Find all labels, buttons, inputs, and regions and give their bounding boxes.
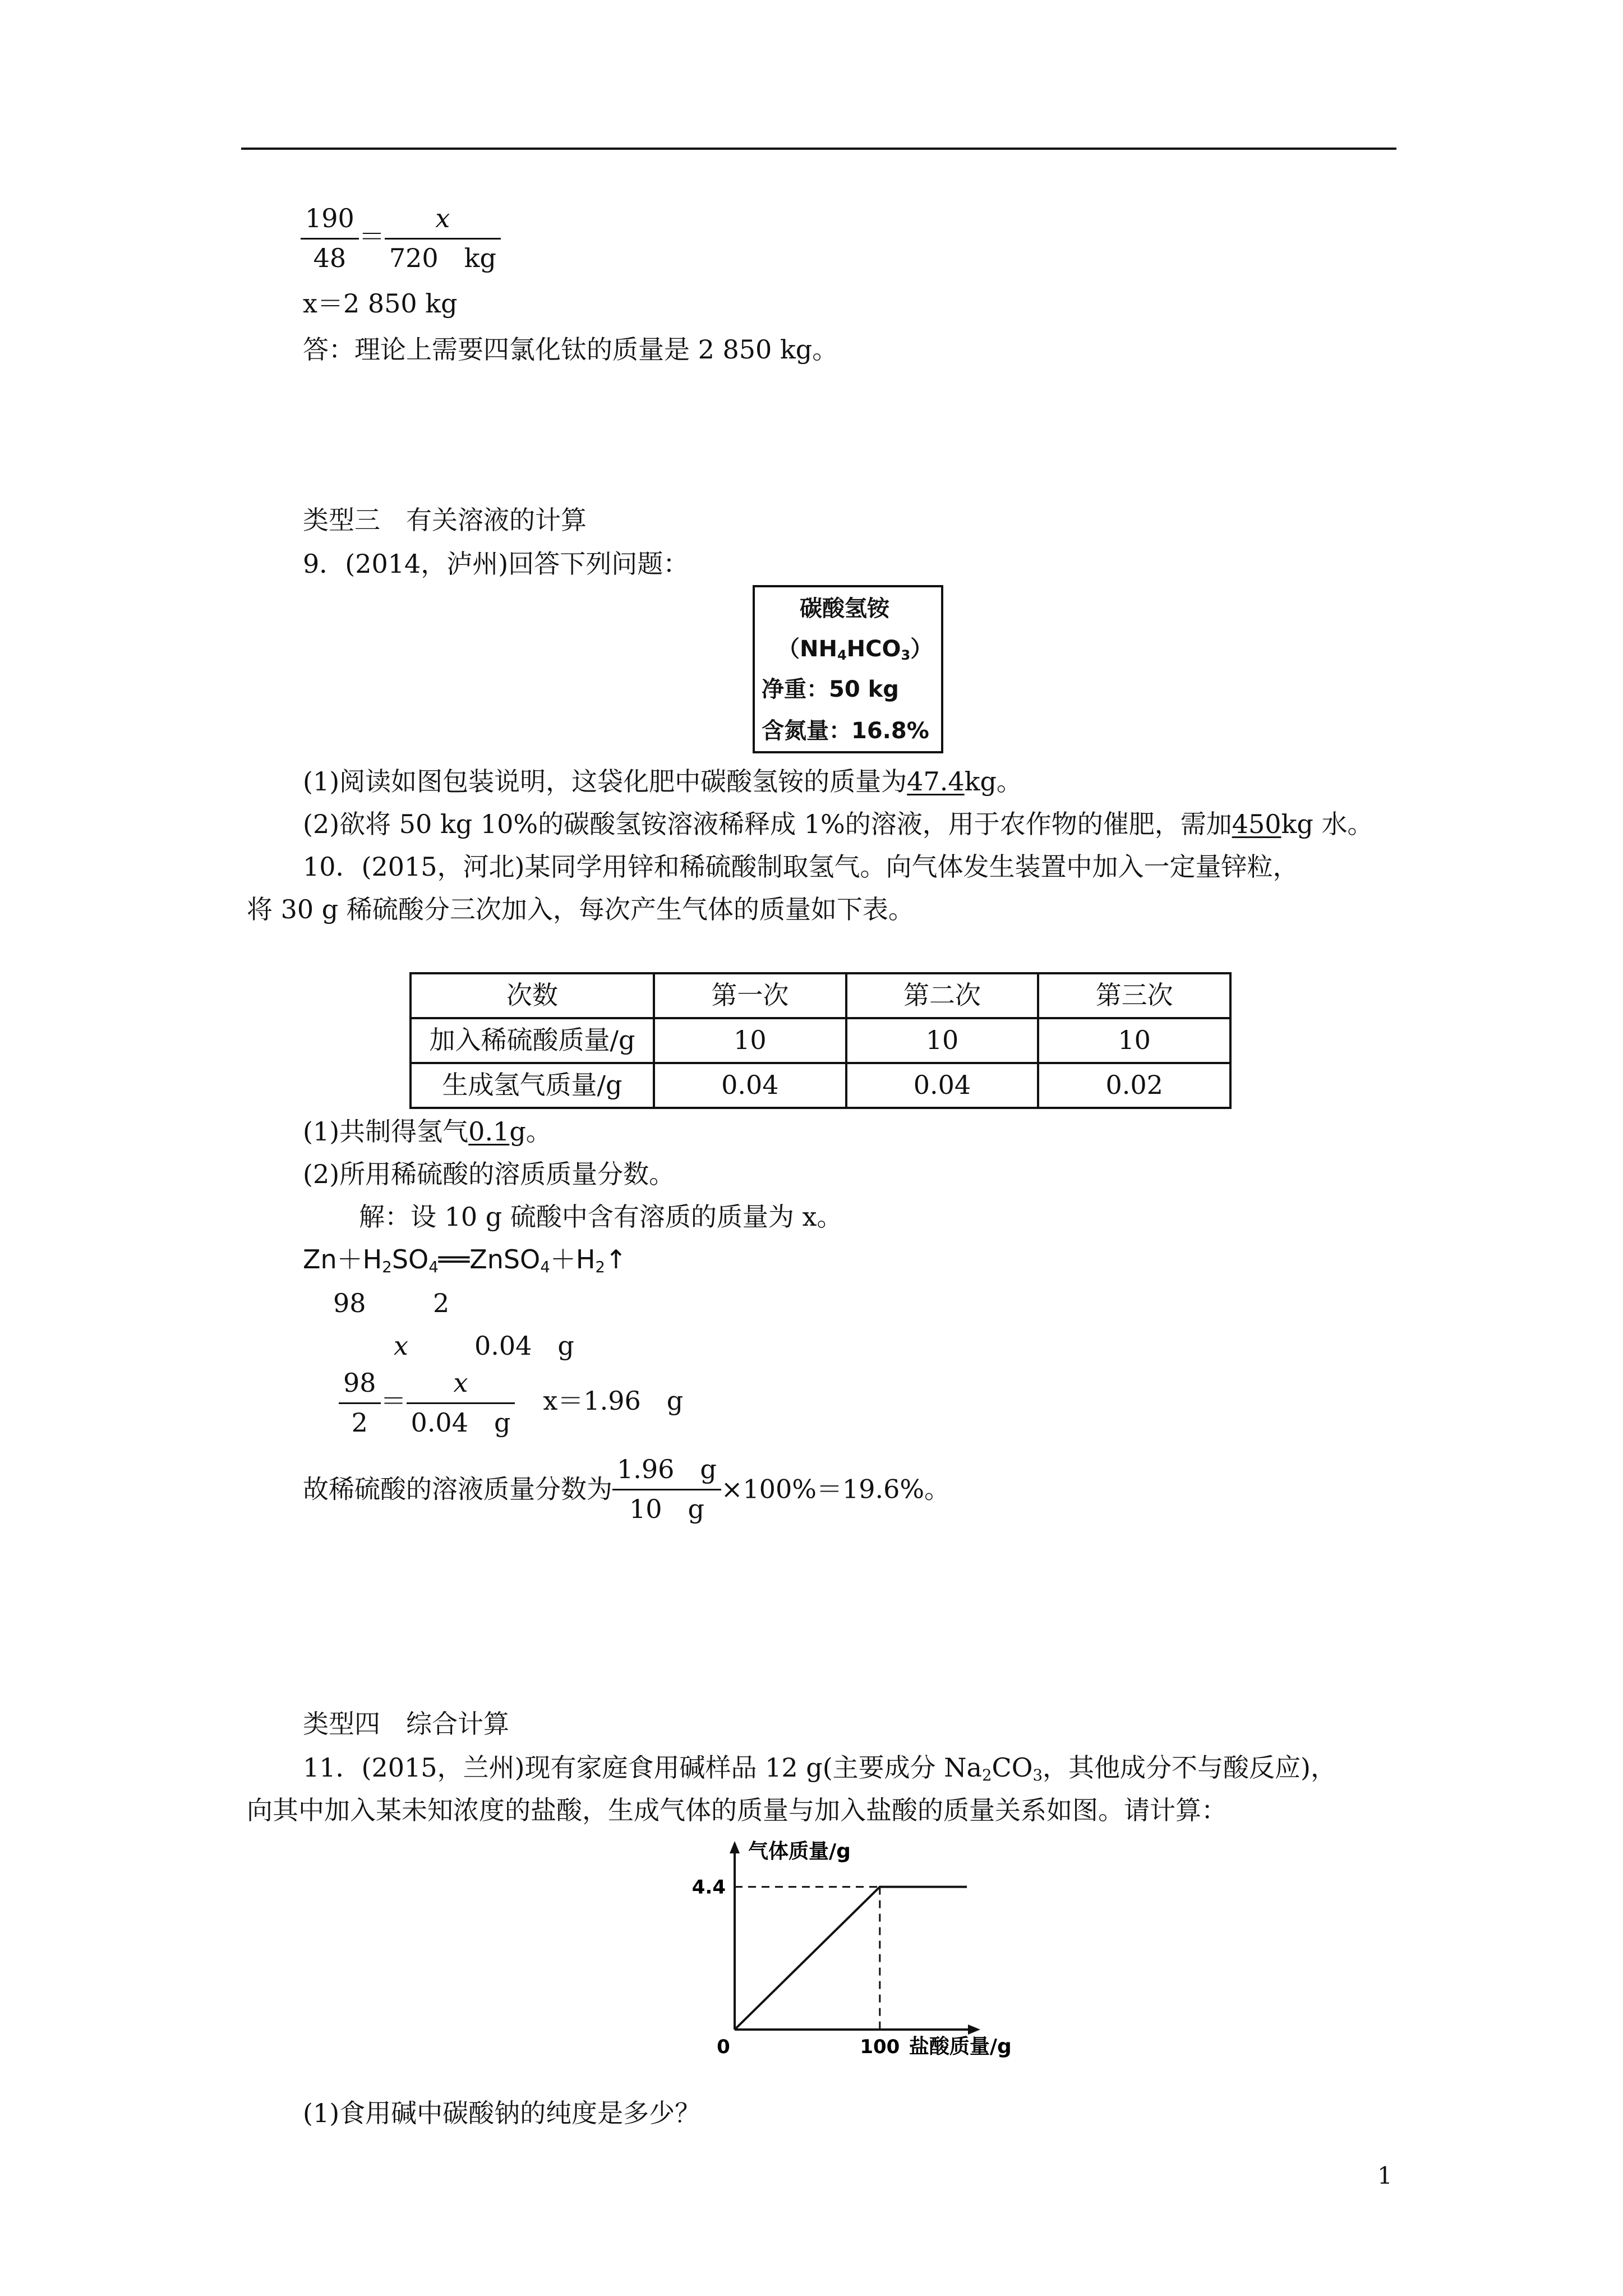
x-result: x＝2 850 kg <box>303 288 458 319</box>
hydrogen-data-table <box>409 972 1232 1109</box>
answer-text: 答：理论上需要四氯化钛的质量是 2 850 kg。 <box>303 334 838 365</box>
label-nitrogen: 含氮量：16.8% <box>762 718 929 744</box>
label-title: 碳酸氢铵 <box>800 596 889 622</box>
table-cell: 10 <box>846 1018 1039 1063</box>
question-11-line1: 11．(2015，兰州)现有家庭食用碱样品 12 g(主要成分 $Na_2CO_3$，其他成分不与酸反应)， <box>303 1752 1336 1784</box>
fraction-190-48: $\frac{190}{48}$ <box>301 202 359 275</box>
y-tick-label: 4.4 <box>691 1876 726 1899</box>
question-11-1: (1)食用碱中碳酸钠的纯度是多少？ <box>303 2098 701 2128</box>
section-heading-type4: 类型四 综合计算 <box>303 1709 509 1739</box>
answer-blank: 450 <box>1232 809 1281 839</box>
fraction-x-004: $\frac{x}{0.04 g}$ <box>407 1366 515 1440</box>
table-cell: 生成氢气质量/g <box>411 1063 654 1108</box>
gas-mass-series-line <box>735 1887 967 2030</box>
fraction-x-720: $\frac{x}{720 kg}$ <box>385 202 501 275</box>
table-cell: 加入稀硫酸质量/g <box>411 1018 654 1063</box>
table-header-cell: 第二次 <box>846 973 1039 1018</box>
chart-axes <box>730 1841 980 2035</box>
question-9-2: (2)欲将 50 kg 10%的碳酸氢铵溶液稀释成 1%的溶液，用于农作物的催肥，需加450kg 水。 <box>303 809 1373 839</box>
question-10-line1: 10．(2015，河北)某同学用锌和稀硫酸制取氢气。向气体发生装置中加入一定量锌粒， <box>303 852 1299 882</box>
table-row <box>411 1018 1230 1063</box>
answer-blank: 47.4 <box>907 766 965 797</box>
equals-sign: ＝ <box>358 221 385 252</box>
table-header-row <box>411 973 1230 1018</box>
ratio-98: 98 <box>333 1288 366 1318</box>
question-9-1: (1)阅读如图包装说明，这袋化肥中碳酸氢铵的质量为47.4kg。 <box>303 766 1022 797</box>
answer-blank: 0.1 <box>468 1116 510 1147</box>
y-axis-arrow <box>730 1841 740 1853</box>
fraction-line <box>301 202 501 275</box>
page-number: 1 <box>1377 2162 1393 2189</box>
origin-label: 0 <box>717 2036 730 2058</box>
fraction-98-2: $\frac{98}{2}$ <box>339 1366 381 1440</box>
solution-intro: 解：设 10 g 硫酸中含有溶质的质量为 x。 <box>359 1202 843 1232</box>
header-rule <box>241 148 1396 150</box>
fraction-line-2 <box>339 1366 683 1440</box>
table-cell: 0.04 <box>654 1063 846 1108</box>
ratio-2: 2 <box>433 1288 450 1318</box>
table-row <box>411 1063 1230 1108</box>
equals-sign: ＝ <box>380 1386 407 1416</box>
conclusion-line: 故稀硫酸的溶液质量分数为 $\frac{1.96 g}{10 g}$ ×100%＝19.6%。 <box>303 1453 950 1526</box>
label-net-weight: 净重：50 kg <box>762 677 899 702</box>
question-10-2: (2)所用稀硫酸的溶质质量分数。 <box>303 1159 675 1189</box>
x-result-196: x＝1.96 g <box>543 1386 684 1416</box>
question-9: 9．(2014，泸州)回答下列问题： <box>303 549 689 579</box>
chart-marks <box>735 1887 967 2030</box>
question-10-1: (1)共制得氢气0.1g。 <box>303 1116 552 1147</box>
x-axis-arrow <box>968 2024 980 2035</box>
x-tick-label: 100 <box>860 2036 900 2058</box>
table-header-cell: 次数 <box>411 973 654 1018</box>
ratio-004: 0.04 g <box>474 1331 574 1361</box>
fraction-196-10: $\frac{1.96 g}{10 g}$ <box>612 1453 721 1526</box>
table-cell: 0.02 <box>1038 1063 1230 1108</box>
table-cell: 0.04 <box>846 1063 1039 1108</box>
table-header-cell: 第一次 <box>654 973 846 1018</box>
chemical-equation: $Zn+H_2SO_4══ZnSO_4+H_2↑$ <box>303 1244 627 1276</box>
x-axis-label: 盐酸质量/g <box>909 2035 1012 2058</box>
package-label <box>753 585 943 753</box>
question-10-line2: 将 30 g 稀硫酸分三次加入，每次产生气体的质量如下表。 <box>247 894 914 924</box>
section-heading-type3: 类型三 有关溶液的计算 <box>303 505 587 535</box>
label-formula: $(NH_4HCO_3)$ <box>777 636 933 663</box>
table-cell: 10 <box>1038 1018 1230 1063</box>
table-cell: 10 <box>654 1018 846 1063</box>
ratio-x: x <box>394 1331 408 1361</box>
gas-mass-chart <box>690 1834 1015 2059</box>
table-header-cell: 第三次 <box>1038 973 1230 1018</box>
y-axis-label: 气体质量/g <box>748 1840 851 1863</box>
question-11-line2: 向其中加入某未知浓度的盐酸，生成气体的质量与加入盐酸的质量关系如图。请计算： <box>247 1795 1227 1825</box>
